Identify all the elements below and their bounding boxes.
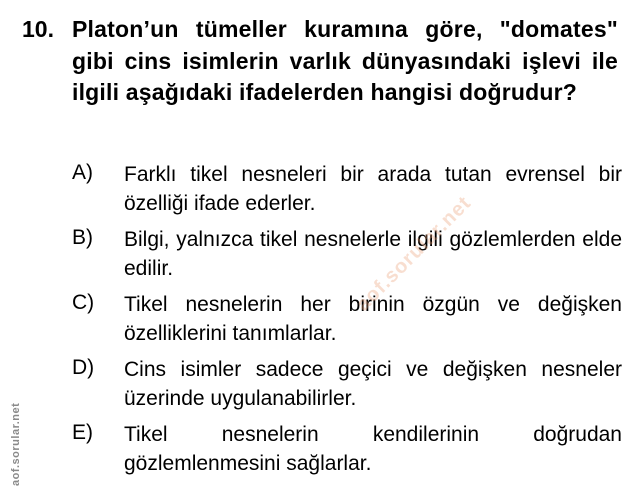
option-text: Cins isimler sadece geçici ve değişken nesneler üzerinde uygulanabilirler. (124, 358, 622, 410)
option-letter: C) (72, 291, 95, 314)
option-e[interactable] (72, 418, 624, 483)
option-text: Tikel nesnelerin her birinin özgün ve değişken özelliklerini tanımlarlar. (124, 293, 622, 345)
option-text: Tikel nesnelerin kendilerinin doğrudan gözlemlenmesini sağlarlar. (124, 423, 622, 475)
option-letter: E) (72, 421, 93, 444)
side-watermark: aof.sorular.net (10, 402, 22, 486)
center-watermark: aof.sorular.net (352, 191, 476, 316)
option-letter: A) (72, 161, 93, 184)
answer-options (72, 158, 624, 483)
option-c[interactable] (72, 288, 624, 353)
option-d[interactable] (72, 353, 624, 418)
option-text: Farklı tikel nesneleri bir arada tutan evrensel bir özelliği ifade ederler. (124, 163, 622, 215)
option-text: Bilgi, yalnızca tikel nesnelerle ilgili gözlemlerden elde edilir. (124, 228, 622, 280)
question-text: Platon’un tümeller kuramına göre, "domates" gibi cins isimlerin varlık dünyasındaki işlevi ile ilgili aşağıdaki ifadelerden hangisi doğrudur? (72, 16, 618, 105)
option-letter: D) (72, 356, 95, 379)
question-number: 10. (22, 16, 54, 42)
option-a[interactable] (72, 158, 624, 223)
option-letter: B) (72, 226, 93, 249)
option-b[interactable] (72, 223, 624, 288)
